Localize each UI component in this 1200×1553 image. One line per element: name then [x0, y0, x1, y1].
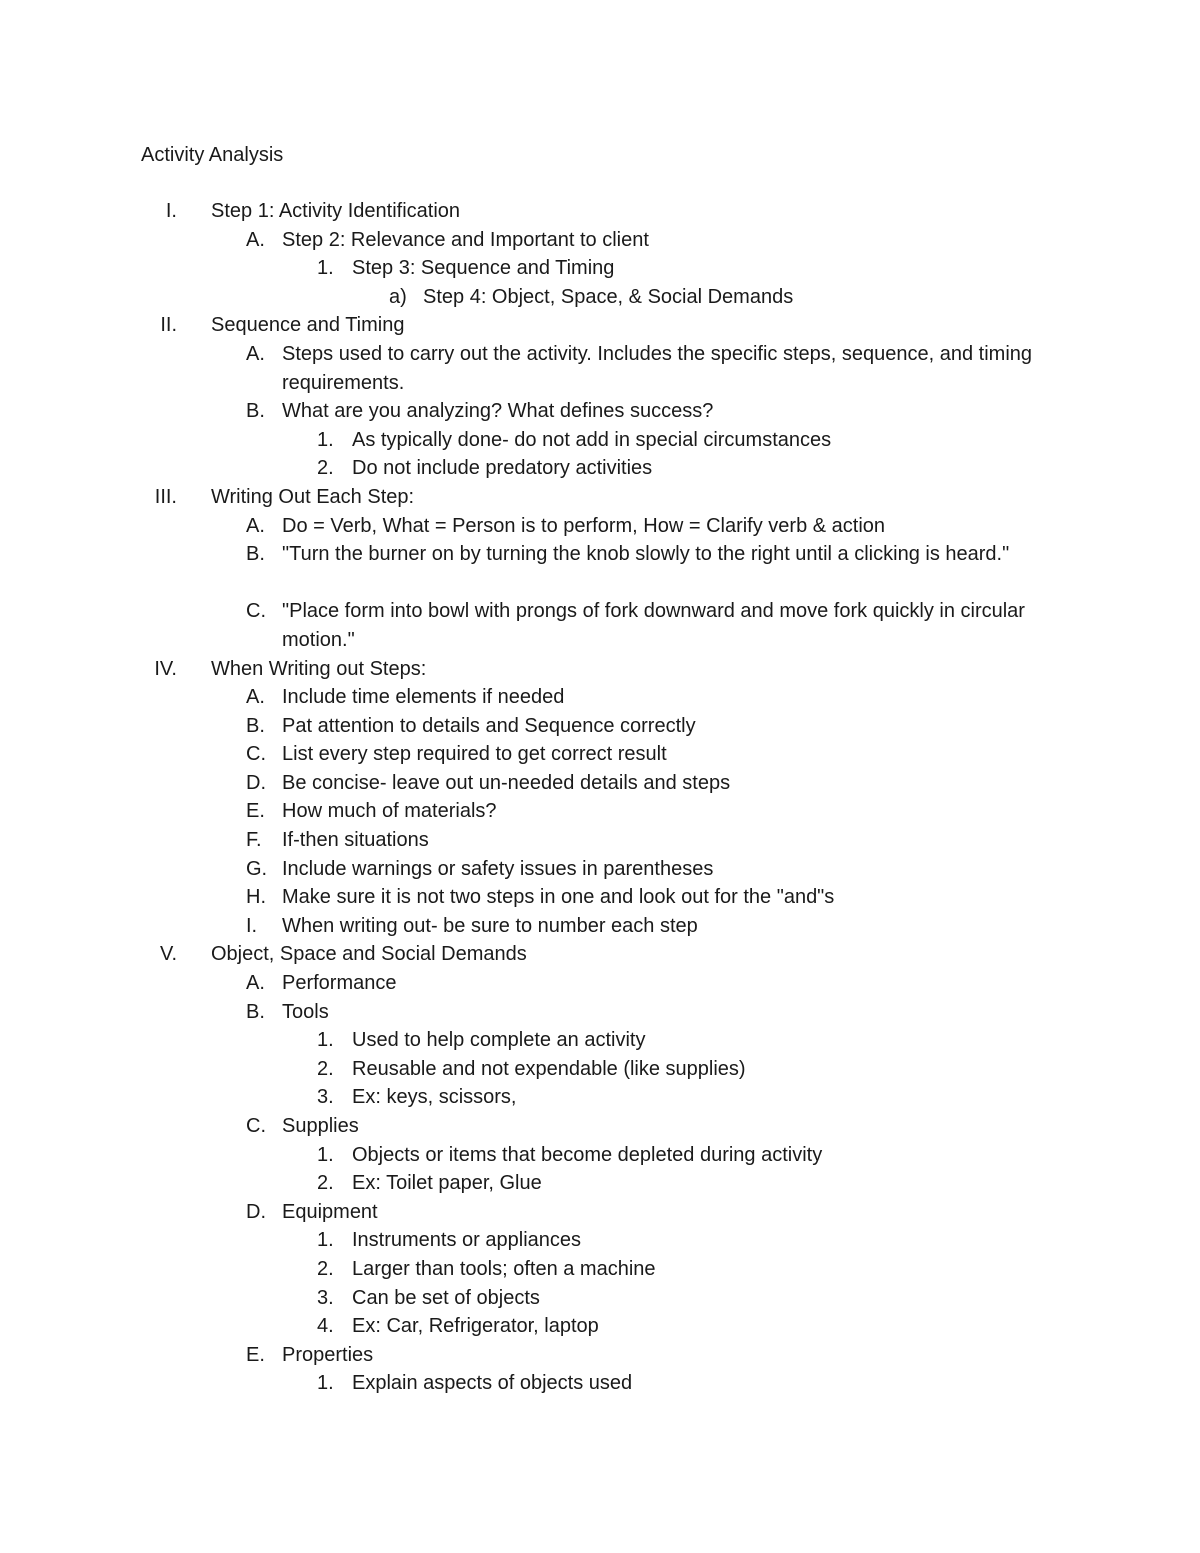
outline-marker: B.	[246, 400, 265, 423]
outline-item	[0, 226, 1200, 255]
outline-marker: 4.	[317, 1315, 334, 1338]
outline-item	[0, 397, 1200, 426]
outline-text: Ex: Car, Refrigerator, laptop	[352, 1315, 599, 1338]
outline-item	[0, 712, 1200, 741]
outline-item	[0, 940, 1200, 969]
outline-text: Can be set of objects	[352, 1286, 540, 1309]
outline-marker: 1.	[317, 1372, 334, 1395]
outline-text: Explain aspects of objects used	[352, 1372, 633, 1395]
outline-text: Be concise- leave out un-needed details and steps	[282, 771, 731, 794]
outline-marker: F.	[246, 829, 262, 852]
outline-marker: 2.	[317, 457, 334, 480]
outline-item	[0, 998, 1200, 1027]
outline-text: Ex: keys, scissors,	[352, 1086, 517, 1109]
outline-text: Step 3: Sequence and Timing	[352, 257, 615, 280]
outline-marker: D.	[246, 771, 266, 794]
outline-item	[0, 1226, 1200, 1255]
outline-item	[0, 1369, 1200, 1398]
outline-text: When writing out- be sure to number each step	[282, 914, 698, 937]
outline-text: What are you analyzing? What defines success?	[282, 400, 714, 423]
outline-text: List every step required to get correct result	[282, 743, 667, 766]
outline-item	[0, 540, 1200, 597]
outline-marker: B.	[246, 714, 265, 737]
outline-marker: 1.	[317, 1143, 334, 1166]
outline-item	[0, 740, 1200, 769]
outline-marker: 2.	[317, 1057, 334, 1080]
outline-item	[0, 1083, 1200, 1112]
outline-marker: 3.	[317, 1086, 334, 1109]
outline-marker: IV.	[154, 657, 177, 680]
outline-text: Do = Verb, What = Person is to perform, How = Clarify verb & action	[282, 514, 886, 537]
outline-marker: III.	[154, 485, 177, 508]
outline-marker: A.	[246, 228, 265, 251]
outline-marker: B.	[246, 543, 265, 566]
outline-item	[0, 1112, 1200, 1141]
outline-item	[0, 1169, 1200, 1198]
outline-item	[0, 1055, 1200, 1084]
outline-marker: 3.	[317, 1286, 334, 1309]
outline-marker: I.	[165, 200, 177, 222]
outline-text: Ex: Toilet paper, Glue	[352, 1172, 542, 1195]
outline-marker: 1.	[317, 428, 334, 451]
outline-text: "Turn the burner on by turning the knob slowly to the right until a clicking is heard."	[282, 543, 1010, 566]
outline-item	[0, 855, 1200, 884]
outline-text: How much of materials?	[282, 800, 497, 823]
outline-item	[0, 512, 1200, 541]
outline-item	[0, 655, 1200, 684]
outline-item	[0, 969, 1200, 998]
outline-item	[0, 912, 1200, 941]
outline-text: Step 1: Activity Identification	[211, 200, 461, 222]
outline-item	[0, 797, 1200, 826]
outline-text: Step 4: Object, Space, & Social Demands	[423, 285, 794, 308]
outline-marker: 1.	[317, 257, 334, 280]
outline-text: "Place form into bowl with prongs of fork downward and move fork quickly in circular motion."	[282, 600, 1025, 651]
outline-text: Make sure it is not two steps in one and look out for the "and"s	[282, 886, 835, 909]
outline-marker: A.	[246, 972, 265, 995]
outline-text: If-then situations	[282, 829, 429, 852]
outline-marker: 1.	[317, 1229, 334, 1252]
outline-item	[0, 454, 1200, 483]
outline-item	[0, 597, 1200, 654]
outline-marker: I.	[246, 914, 258, 937]
outline-text: Do not include predatory activities	[352, 457, 653, 480]
outline-text: Tools	[282, 1000, 329, 1023]
outline-text: Equipment	[282, 1200, 378, 1223]
outline-marker: V.	[159, 943, 177, 966]
outline-text: Steps used to carry out the activity. Includes the specific steps, sequence, and timing requirements.	[282, 342, 1033, 394]
outline-marker: C.	[246, 1115, 266, 1137]
outline-marker: 2.	[317, 1172, 334, 1195]
outline-marker: A.	[246, 686, 265, 709]
outline-marker: A.	[246, 342, 265, 365]
outline-marker: D.	[246, 1200, 266, 1223]
outline-marker: G.	[246, 857, 268, 880]
document-title: Activity Analysis	[141, 144, 284, 166]
outline-text: Properties	[282, 1343, 374, 1366]
outline-marker: A.	[246, 514, 265, 537]
outline-text: Objects or items that become depleted during activity	[352, 1143, 823, 1166]
outline-item	[0, 483, 1200, 512]
outline-item	[0, 311, 1200, 340]
outline-marker: E.	[246, 800, 265, 823]
outline-text: Instruments or appliances	[352, 1229, 582, 1252]
outline-text: Sequence and Timing	[211, 314, 405, 337]
outline-marker: C.	[246, 600, 266, 623]
outline-item	[0, 683, 1200, 712]
outline-text: Reusable and not expendable (like supplies)	[352, 1057, 746, 1080]
outline-marker: C.	[246, 743, 266, 766]
outline-item	[0, 769, 1200, 798]
outline-item	[0, 1198, 1200, 1227]
outline-text: As typically done- do not add in special circumstances	[352, 428, 832, 451]
outline-item	[0, 1284, 1200, 1313]
outline-text: Object, Space and Social Demands	[211, 943, 527, 966]
outline-text: Performance	[282, 972, 397, 995]
outline-marker: B.	[246, 1000, 265, 1023]
outline-text: Larger than tools; often a machine	[352, 1257, 656, 1280]
outline-marker: 1.	[317, 1029, 334, 1052]
outline-item	[0, 1312, 1200, 1341]
outline-item	[0, 340, 1200, 397]
outline-item	[0, 883, 1200, 912]
outline-text: Pat attention to details and Sequence correctly	[282, 714, 696, 737]
outline-text: Include warnings or safety issues in parentheses	[282, 857, 714, 880]
outline-text: Include time elements if needed	[282, 686, 565, 709]
outline-item	[0, 283, 1200, 312]
outline-text: Step 2: Relevance and Important to client	[282, 228, 649, 251]
outline-marker: II.	[160, 314, 177, 337]
outline-item	[0, 826, 1200, 855]
outline-item	[0, 197, 1200, 226]
outline-text: When Writing out Steps:	[211, 657, 427, 680]
outline-text: Used to help complete an activity	[352, 1029, 646, 1052]
outline-text: Writing Out Each Step:	[211, 485, 415, 508]
outline-item	[0, 1341, 1200, 1370]
outline-marker: 2.	[317, 1257, 334, 1280]
outline-item	[0, 1141, 1200, 1170]
outline-marker: E.	[246, 1343, 265, 1366]
outline-item	[0, 254, 1200, 283]
outline-marker: a)	[389, 285, 407, 308]
outline-item	[0, 1026, 1200, 1055]
outline-marker: H.	[246, 886, 266, 909]
outline-item	[0, 426, 1200, 455]
outline-text: Supplies	[282, 1115, 359, 1137]
outline-list	[0, 197, 1200, 1398]
outline-item	[0, 1255, 1200, 1284]
